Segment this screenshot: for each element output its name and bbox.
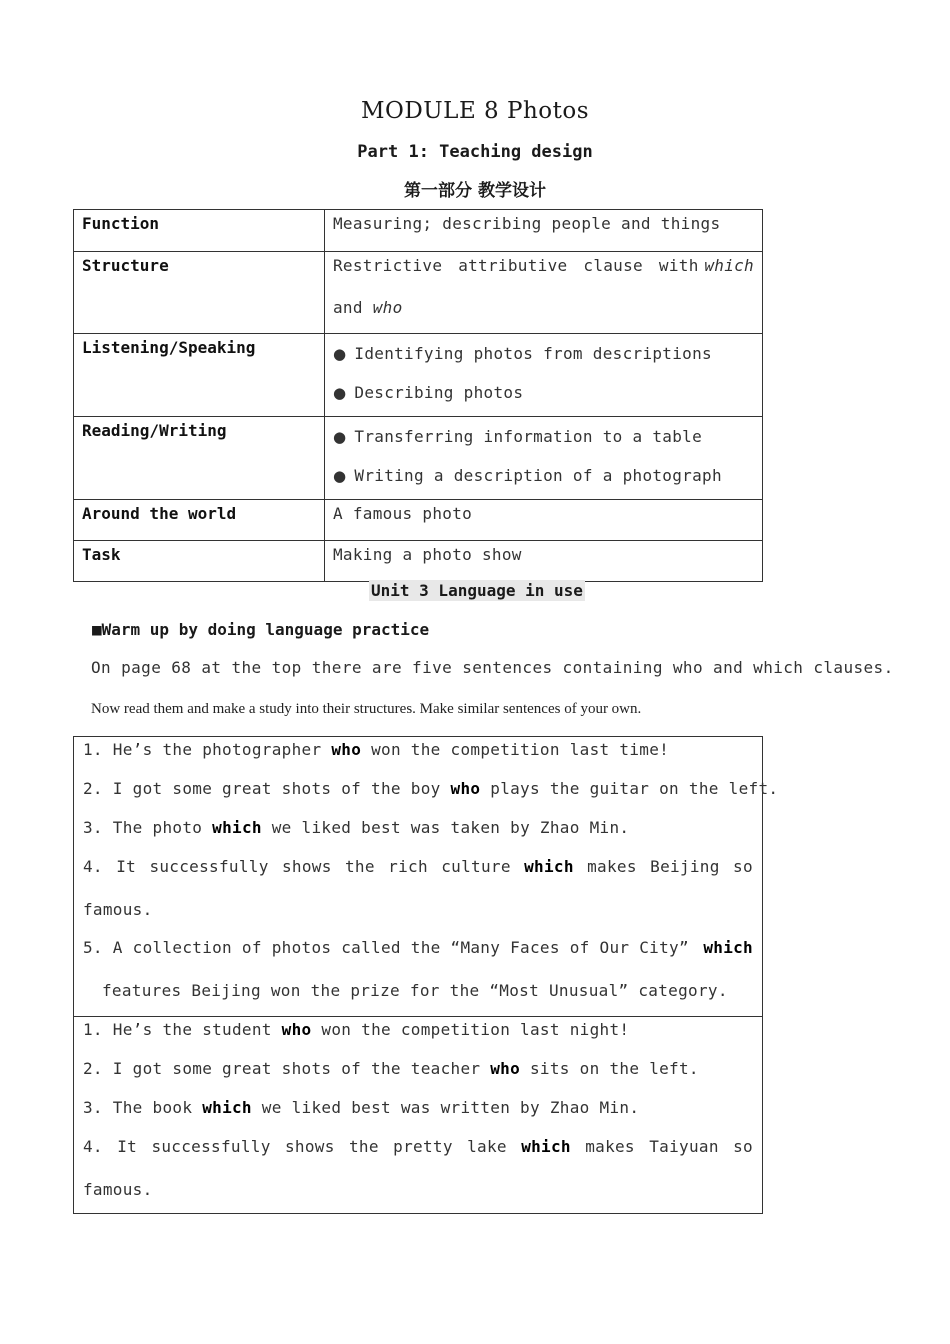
bullet-icon: ●	[333, 384, 347, 402]
word: It	[117, 1137, 138, 1156]
keyword: who	[490, 1059, 521, 1078]
sentence-text: 3. The photo	[83, 818, 213, 837]
sentence-text: 5. A collection of photos called the “Many Faces of Our City”	[83, 938, 699, 957]
sentence-text: 2. I got some great shots of the teacher	[83, 1059, 491, 1078]
keyword: who	[450, 779, 481, 798]
table-row	[74, 541, 763, 582]
word: Beijing	[650, 857, 720, 876]
row-key: Function	[74, 210, 325, 252]
row-key: Around the world	[74, 500, 325, 541]
keyword: which	[703, 938, 753, 957]
word: 4.	[83, 857, 103, 876]
row-value	[325, 252, 763, 334]
list-item-continuation: features Beijing won the prize for the “Most Unusual” category.	[102, 981, 728, 1000]
row-value: Making a photo show	[325, 541, 763, 582]
keyword: who	[331, 740, 362, 759]
word: Taiyuan	[649, 1137, 719, 1156]
sentence-text: 2. I got some great shots of the boy	[83, 779, 451, 798]
bullet-icon: ●	[333, 467, 347, 485]
list-item	[83, 740, 753, 759]
row-value	[325, 334, 763, 417]
list-item	[83, 779, 779, 798]
page-title: MODULE 8 Photos	[360, 98, 590, 124]
word: rich	[388, 857, 428, 876]
own-sentences-box	[73, 1016, 763, 1214]
list-item	[83, 1137, 753, 1156]
word: so	[733, 1137, 753, 1156]
list-item	[83, 1020, 753, 1039]
keyword: which	[202, 1098, 252, 1117]
example-sentences-box	[73, 736, 779, 1017]
word: the	[349, 1137, 379, 1156]
row-value: A famous photo	[325, 500, 763, 541]
page-subtitle-chinese: 第一部分 教学设计	[404, 181, 546, 201]
keyword: which	[524, 857, 574, 876]
sentence-text: 1. He’s the photographer	[83, 740, 332, 759]
word: shows	[281, 857, 332, 876]
row-value	[325, 417, 763, 500]
bullet-icon: ●	[333, 345, 347, 363]
word: makes	[585, 1137, 635, 1156]
word: makes	[587, 857, 637, 876]
sentence-text: we liked best was written by Zhao Min.	[251, 1098, 640, 1117]
keyword: which	[212, 818, 262, 837]
keyword: who	[281, 1020, 312, 1039]
teaching-design-table	[73, 209, 763, 582]
word: lake	[467, 1137, 507, 1156]
keyword: which	[521, 1137, 571, 1156]
sentence-text: plays the guitar on the left.	[480, 779, 779, 798]
structure-which: which	[704, 256, 754, 275]
word: culture	[441, 857, 511, 876]
word: successfully	[149, 857, 269, 876]
list-item	[83, 1098, 753, 1117]
sentence-text: 3. The book	[83, 1098, 203, 1117]
table-row	[74, 252, 763, 334]
word: so	[733, 857, 753, 876]
warmup-heading: ■Warm up by doing language practice	[92, 620, 430, 639]
word: shows	[284, 1137, 335, 1156]
word: It	[116, 857, 137, 876]
structure-and: and	[333, 298, 363, 317]
row-value: Measuring; describing people and things	[325, 210, 763, 252]
word: the	[345, 857, 375, 876]
table-row	[74, 417, 763, 500]
list-item	[83, 1059, 753, 1078]
sentence-text: won the competition last time!	[361, 740, 670, 759]
instruction-text: Now read them and make a study into their structures. Make similar sentences of your own.	[91, 701, 642, 717]
bullet-icon: ●	[333, 428, 347, 446]
list-item-continuation: famous.	[83, 900, 153, 919]
list-item: Identifying photos from descriptions	[354, 344, 712, 363]
list-item	[83, 938, 753, 957]
row-key: Listening/Speaking	[74, 334, 325, 417]
sentence-text: won the competition last night!	[311, 1020, 630, 1039]
row-key: Reading/Writing	[74, 417, 325, 500]
list-item: Describing photos	[354, 383, 524, 402]
list-item: Transferring information to a table	[354, 427, 703, 446]
word: successfully	[151, 1137, 271, 1156]
list-item	[83, 857, 753, 876]
table-row	[74, 334, 763, 417]
table-row	[74, 210, 763, 252]
page-subtitle: Part 1: Teaching design	[357, 142, 593, 162]
list-item	[83, 818, 753, 837]
instruction-text: On page 68 at the top there are five sentences containing who and which clauses.	[91, 658, 894, 677]
list-item-continuation: famous.	[83, 1180, 153, 1199]
list-item: Writing a description of a photograph	[354, 466, 722, 485]
word: 4.	[83, 1137, 103, 1156]
row-key: Structure	[74, 252, 325, 334]
sentence-text: we liked best was taken by Zhao Min.	[261, 818, 630, 837]
sentence-text: sits on the left.	[520, 1059, 699, 1078]
structure-text: Restrictive attributive clause with	[333, 256, 699, 275]
sentence-text: 1. He’s the student	[83, 1020, 282, 1039]
structure-who: who	[372, 298, 403, 317]
unit-heading: Unit 3 Language in use	[371, 581, 583, 600]
word: pretty	[393, 1137, 453, 1156]
row-key: Task	[74, 541, 325, 582]
table-row	[74, 500, 763, 541]
